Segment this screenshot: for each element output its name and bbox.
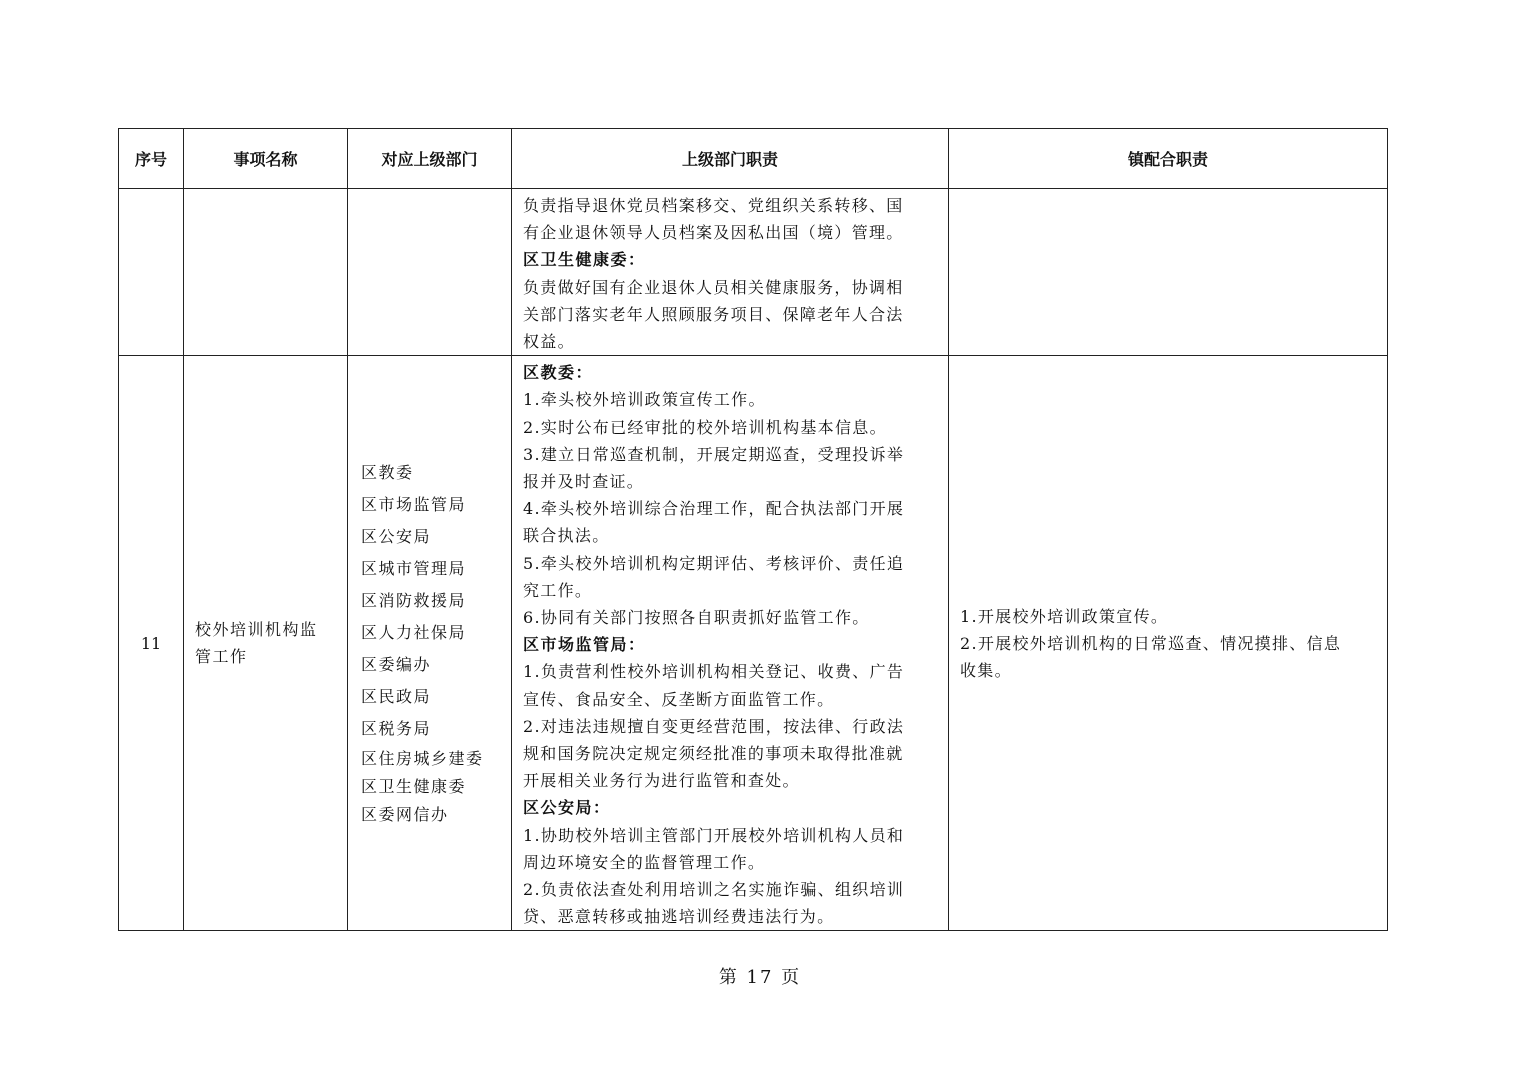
dept-heading: 区市场监管局： xyxy=(523,635,646,655)
duty-line: 6.协同有关部门按照各自职责抓好监管工作。 xyxy=(523,608,870,628)
cell-town-empty xyxy=(949,189,1388,356)
duty-line: 开展相关业务行为进行监管和查处。 xyxy=(523,771,800,791)
duty-line: 5.牵头校外培训机构定期评估、考核评价、责任追 xyxy=(523,553,905,573)
duty-line: 1.协助校外培训主管部门开展校外培训机构人员和 xyxy=(523,825,905,845)
department-item: 区卫生健康委 xyxy=(361,777,467,797)
town-duty-line: 1.开展校外培训政策宣传。 xyxy=(960,606,1169,626)
page-number: 第 17 页 xyxy=(718,967,802,988)
duty-line: 3.建立日常巡查机制，开展定期巡查，受理投诉举 xyxy=(523,444,905,464)
town-duty-line: 收集。 xyxy=(960,660,1012,680)
department-item: 区税务局 xyxy=(361,719,432,739)
department-item: 区人力社保局 xyxy=(361,623,467,643)
cell-departments xyxy=(348,356,512,931)
dept-heading: 区教委： xyxy=(523,363,594,383)
item-name-line: 校外培训机构监 xyxy=(195,620,318,640)
table-row-11 xyxy=(119,356,1388,931)
duty-line: 宣传、食品安全、反垄断方面监管工作。 xyxy=(523,689,835,709)
dept-heading: 区公安局： xyxy=(523,798,611,818)
department-item: 区市场监管局 xyxy=(361,495,467,515)
duty-line: 周边环境安全的监督管理工作。 xyxy=(523,852,766,872)
cell-dept-empty xyxy=(348,189,512,356)
duty-line: 联合执法。 xyxy=(523,526,610,546)
cell-item-empty xyxy=(184,189,348,356)
duty-line: 贷、恶意转移或抽逃培训经费违法行为。 xyxy=(523,907,835,927)
duty-line: 关部门落实老年人照顾服务项目、保障老年人合法 xyxy=(523,304,904,324)
duty-line: 负责指导退休党员档案移交、党组织关系转移、国 xyxy=(523,196,904,215)
department-item: 区消防救援局 xyxy=(361,591,467,611)
duty-line: 有企业退休领导人员档案及因私出国（境）管理。 xyxy=(523,223,904,243)
header-seq: 序号 xyxy=(119,129,184,189)
department-item: 区住房城乡建委 xyxy=(361,749,484,769)
cell-upper-duty-continued xyxy=(512,189,949,356)
duty-line: 负责做好国有企业退休人员相关健康服务，协调相 xyxy=(523,277,904,297)
duty-line: 1.负责营利性校外培训机构相关登记、收费、广告 xyxy=(523,662,905,682)
cell-item-name xyxy=(184,356,348,931)
duty-line: 报并及时查证。 xyxy=(523,472,645,492)
header-upper-dept: 对应上级部门 xyxy=(348,129,512,189)
department-item: 区委编办 xyxy=(361,655,432,675)
duty-line: 规和国务院决定规定须经批准的事项未取得批准就 xyxy=(523,744,904,764)
cell-seq: 11 xyxy=(119,356,184,931)
duty-line: 2.负责依法查处利用培训之名实施诈骗、组织培训 xyxy=(523,880,905,900)
duty-line: 1.牵头校外培训政策宣传工作。 xyxy=(523,390,766,410)
header-item-name: 事项名称 xyxy=(184,129,348,189)
cell-town-duty xyxy=(949,356,1388,931)
cell-seq-empty xyxy=(119,189,184,356)
dept-heading: 区卫生健康委： xyxy=(523,250,646,270)
duty-line: 4.牵头校外培训综合治理工作，配合执法部门开展 xyxy=(523,499,905,519)
duty-line: 2.实时公布已经审批的校外培训机构基本信息。 xyxy=(523,417,887,437)
department-item: 区民政局 xyxy=(361,687,432,707)
cell-upper-duty xyxy=(512,356,949,931)
department-item: 区公安局 xyxy=(361,527,432,547)
department-item: 区教委 xyxy=(361,463,414,483)
duty-line: 2.对违法违规擅自变更经营范围，按法律、行政法 xyxy=(523,716,905,736)
responsibility-table xyxy=(118,128,1388,931)
department-item: 区委网信办 xyxy=(361,805,449,825)
town-duty-line: 2.开展校外培训机构的日常巡查、情况摸排、信息 xyxy=(960,633,1342,653)
header-row xyxy=(119,129,1388,189)
header-town-duty: 镇配合职责 xyxy=(949,129,1388,189)
duty-line: 权益。 xyxy=(523,332,575,352)
duty-line: 究工作。 xyxy=(523,580,593,600)
item-name-line: 管工作 xyxy=(195,647,248,667)
department-item: 区城市管理局 xyxy=(361,559,467,579)
header-upper-duty: 上级部门职责 xyxy=(512,129,949,189)
table-row-continued xyxy=(119,189,1388,356)
